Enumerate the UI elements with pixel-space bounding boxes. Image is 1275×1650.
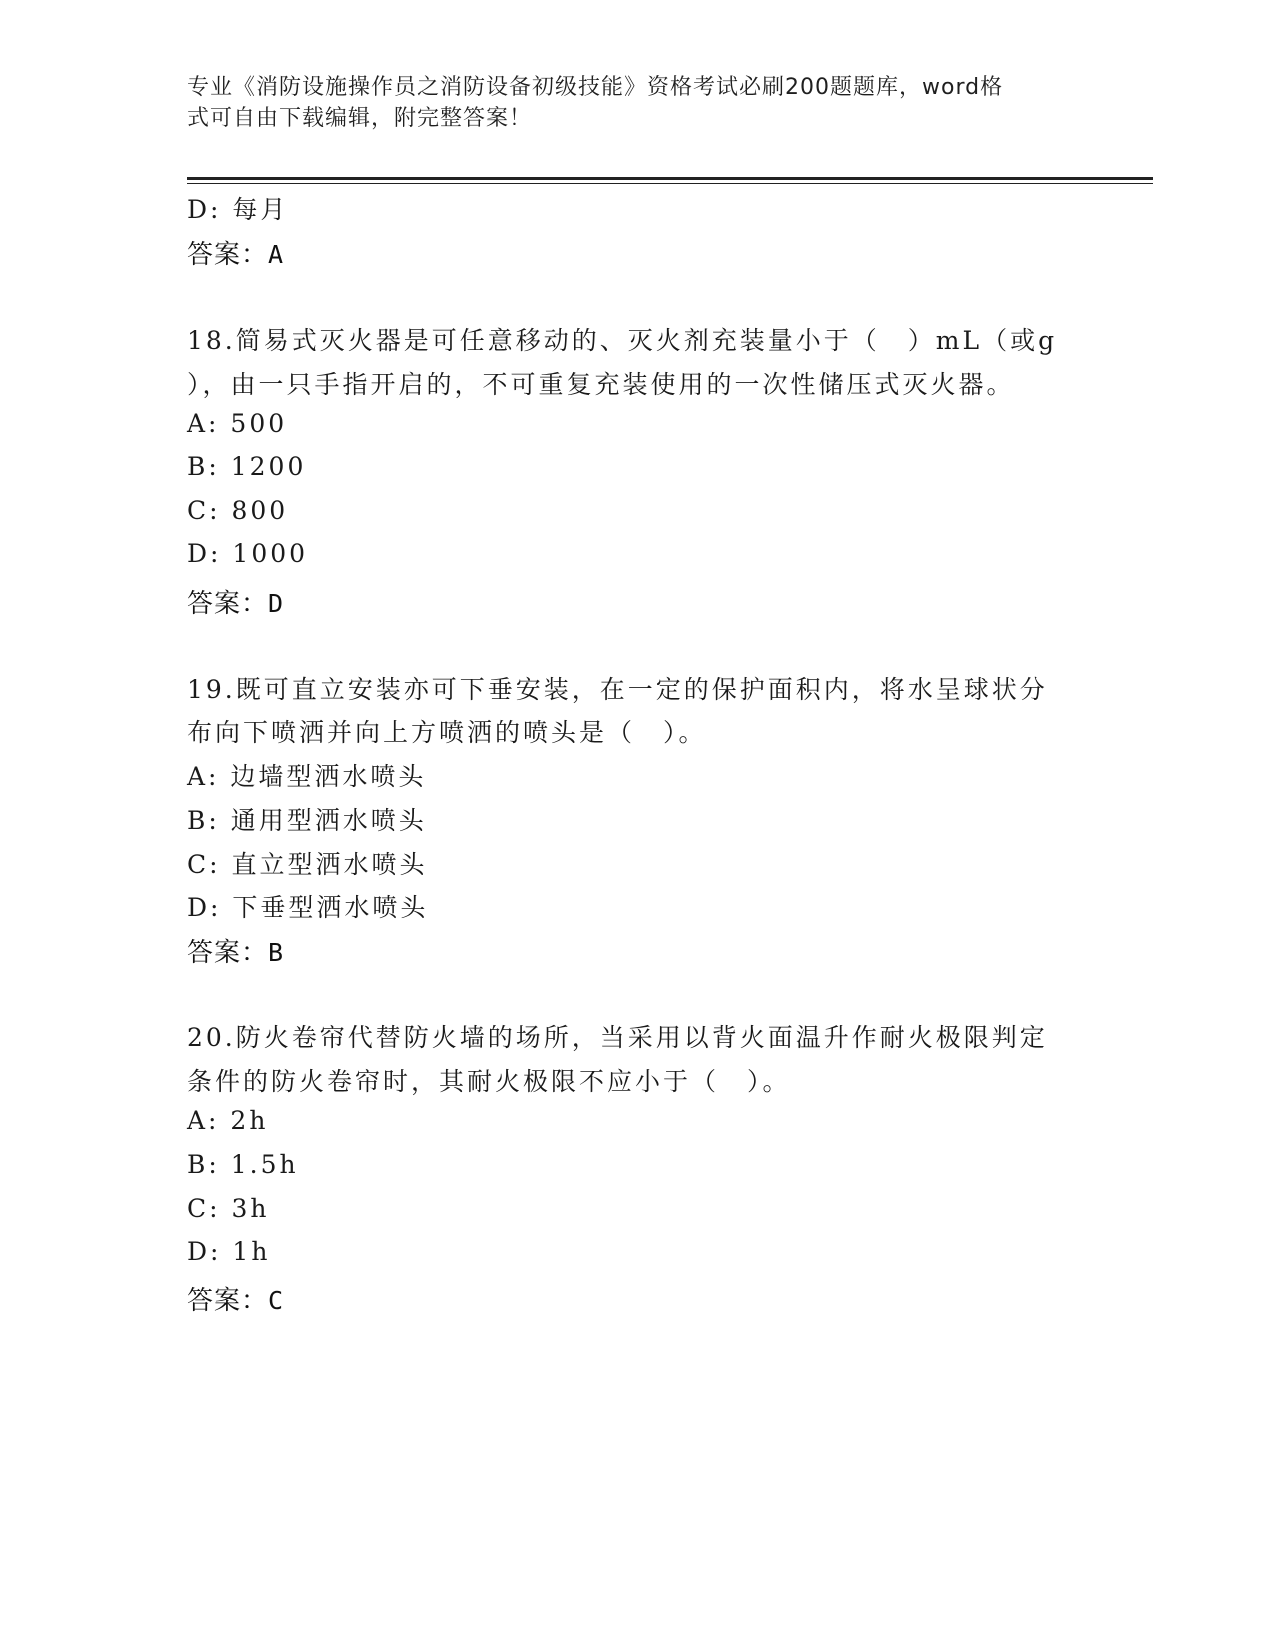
q20-option-c: C: 3h (187, 1194, 270, 1223)
q20-stem-line-1: 20.防火卷帘代替防火墙的场所，当采用以背火面温升作耐火极限判定 (187, 1023, 1048, 1052)
prev-option-d: D: 每月 (187, 195, 289, 224)
q20-option-d: D: 1h (187, 1237, 271, 1266)
q18-option-c: C: 800 (187, 496, 289, 525)
q18-option-a: A: 500 (187, 409, 288, 438)
answer-label: 答案： (187, 240, 269, 270)
answer-label: 答案： (187, 1286, 269, 1316)
q19-option-d: D: 下垂型洒水喷头 (187, 893, 429, 922)
answer-value: B (268, 938, 285, 967)
q19-option-a: A: 边墙型洒水喷头 (187, 762, 427, 791)
q18-stem-line-2: ），由一只手指开启的，不可重复充装使用的一次性储压式灭火器。 (187, 370, 1015, 399)
q20-stem-line-2: 条件的防火卷帘时，其耐火极限不应小于（ ）。 (187, 1067, 791, 1096)
q19-option-c: C: 直立型洒水喷头 (187, 850, 428, 879)
q19-stem-line-2: 布向下喷洒并向上方喷洒的喷头是（ ）。 (187, 718, 707, 747)
q20-option-a: A: 2h (187, 1106, 269, 1135)
header-divider-thin (187, 183, 1153, 184)
document-header (187, 72, 1077, 134)
answer-label: 答案： (187, 938, 269, 968)
q20-answer (187, 1280, 284, 1317)
q18-option-d: D: 1000 (187, 539, 309, 568)
answer-value: D (268, 589, 285, 618)
answer-label: 答案： (187, 589, 269, 619)
answer-value: A (268, 240, 285, 269)
q18-option-b: B: 1200 (187, 452, 307, 481)
prev-answer (187, 234, 284, 271)
q20-option-b: B: 1.5h (187, 1150, 299, 1179)
q18-stem-line-1: 18.简易式灭火器是可任意移动的、灭火剂充装量小于（ ）mL（或g (187, 326, 1058, 355)
header-line-1: 专业《消防设施操作员之消防设备初级技能》资格考试必刷200题题库，word格 (187, 75, 1004, 100)
q18-answer (187, 583, 284, 620)
q19-stem-line-1: 19.既可直立安装亦可下垂安装，在一定的保护面积内，将水呈球状分 (187, 675, 1048, 704)
q19-answer (187, 932, 284, 969)
answer-value: C (268, 1286, 285, 1315)
header-line-2: 式可自由下载编辑，附完整答案！ (187, 106, 533, 131)
header-divider-thick (187, 177, 1153, 180)
q19-option-b: B: 通用型洒水喷头 (187, 806, 427, 835)
